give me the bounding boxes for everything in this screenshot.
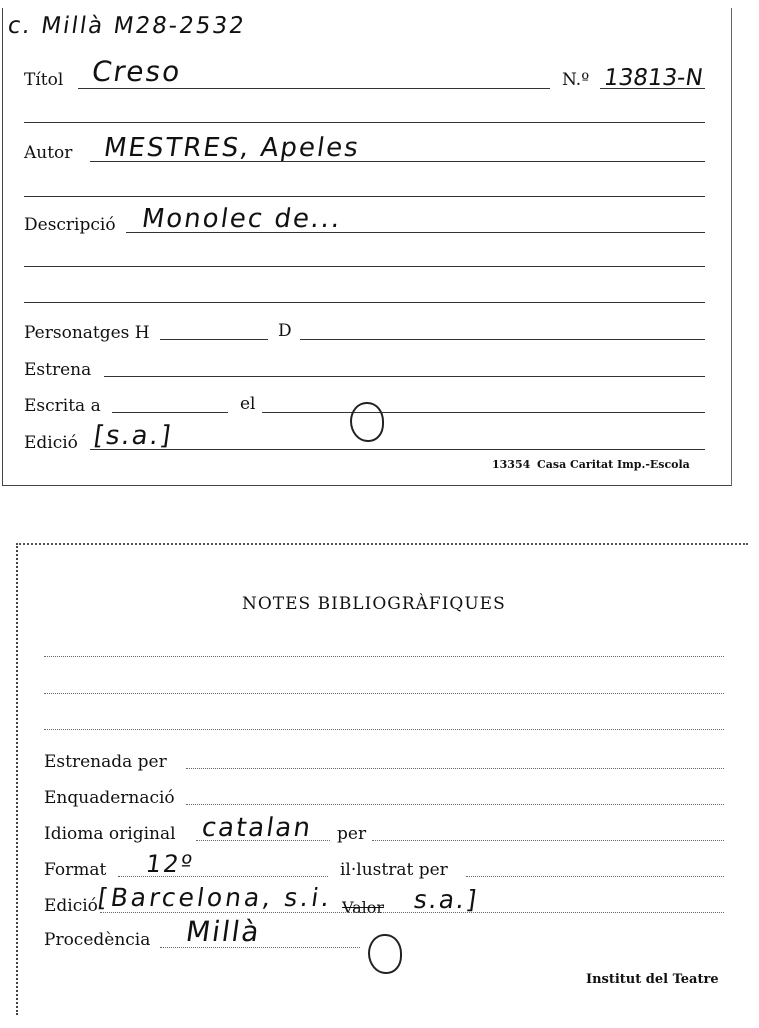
- number-label: N.º: [562, 70, 590, 90]
- notes-line-1: [44, 656, 724, 657]
- premiere-label: Estrena: [24, 360, 92, 380]
- provenance-line: [160, 947, 360, 948]
- author-value: MESTRES, Apeles: [101, 133, 362, 163]
- provenance-label: Procedència: [44, 930, 151, 950]
- written-at-line: [112, 412, 228, 413]
- characters-h-line: [160, 339, 268, 340]
- premiered-by-label: Estrenada per: [44, 752, 167, 772]
- edition-value: [s.a.]: [91, 421, 175, 451]
- institution-name: Institut del Teatre: [586, 972, 719, 987]
- edition-back-line: [100, 912, 724, 913]
- language-line: [196, 840, 330, 841]
- characters-label: Personatges H: [24, 323, 150, 343]
- title-label: Títol: [24, 70, 64, 90]
- description-extra-line-1: [24, 266, 705, 267]
- printer-number: 13354: [492, 458, 531, 471]
- format-line: [118, 876, 328, 877]
- printer-name: Casa Caritat Imp.-Escola: [537, 458, 690, 471]
- written-date-line: [262, 412, 705, 413]
- edition-back-value-a: [Barcelona, s.i.: [96, 883, 335, 912]
- language-value: catalan: [199, 813, 315, 843]
- written-date-label: el: [240, 394, 256, 414]
- characters-d-label: D: [278, 321, 292, 341]
- edition-back-value-b: s.a.]: [412, 885, 481, 914]
- description-line: [126, 232, 705, 233]
- title-line: [78, 88, 550, 89]
- punch-hole-back: [368, 934, 402, 974]
- edition-line: [90, 449, 705, 450]
- premiered-by-line: [186, 768, 724, 769]
- number-line: [600, 88, 705, 89]
- edition-back-struck: Valor: [342, 898, 385, 917]
- author-extra-line: [24, 196, 705, 197]
- back-heading: NOTES BIBLIOGRÀFIQUES: [242, 594, 506, 614]
- edition-back-label: Edició: [44, 896, 98, 916]
- author-label: Autor: [24, 143, 73, 163]
- illustrated-line: [466, 876, 724, 877]
- author-line: [90, 161, 705, 162]
- binding-label: Enquadernació: [44, 788, 175, 808]
- characters-d-line: [300, 339, 705, 340]
- language-per-line: [372, 840, 724, 841]
- format-value: 12º: [144, 850, 196, 878]
- edition-label: Edició: [24, 433, 78, 453]
- format-label: Format: [44, 860, 107, 880]
- description-value: Monolec de...: [139, 204, 344, 234]
- title-extra-line: [24, 122, 705, 123]
- description-label: Descripció: [24, 215, 116, 235]
- title-value: Creso: [89, 55, 184, 88]
- description-extra-line-2: [24, 302, 705, 303]
- provenance-value: Millà: [183, 915, 264, 948]
- notes-line-2: [44, 693, 724, 694]
- language-label: Idioma original: [44, 824, 176, 844]
- language-per-label: per: [337, 824, 367, 844]
- premiere-line: [104, 376, 705, 377]
- notes-line-3: [44, 729, 724, 730]
- written-at-label: Escrita a: [24, 396, 101, 416]
- number-value: 13813-N: [602, 65, 705, 91]
- illustrated-label: il·lustrat per: [340, 860, 448, 880]
- catalog-reference: c. Millà M28-2532: [6, 13, 248, 39]
- binding-line: [186, 804, 724, 805]
- punch-hole-front: [350, 402, 384, 442]
